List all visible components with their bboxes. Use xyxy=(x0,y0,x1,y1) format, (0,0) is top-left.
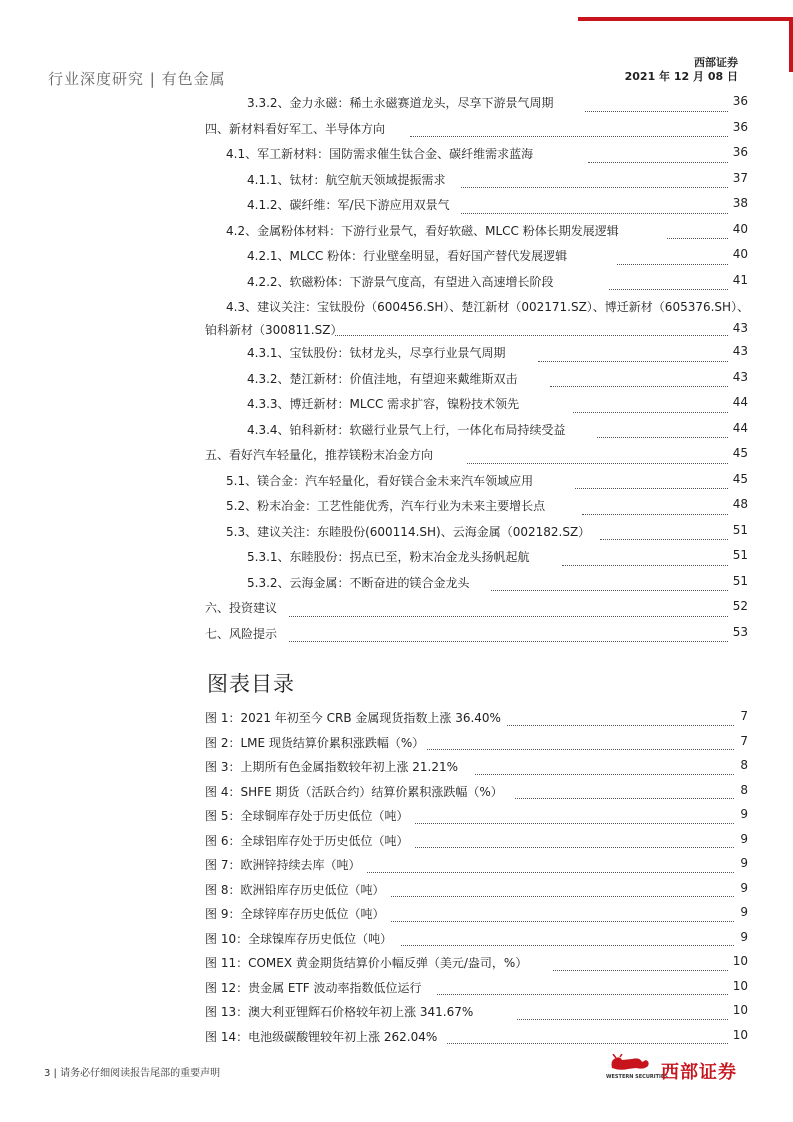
toc-page-number: 45 xyxy=(732,446,748,460)
toc-page-number: 36 xyxy=(732,119,748,134)
figure-entry[interactable] xyxy=(205,853,748,878)
toc-entry[interactable] xyxy=(205,520,748,546)
toc-page-number: 38 xyxy=(732,196,748,210)
toc-entry-label: 4.1.1、钛材：航空航天领域提振需求 xyxy=(247,172,446,187)
figure-entry-label: 图 7：欧洲锌持续去库（吨） xyxy=(205,858,361,872)
figure-leader xyxy=(437,994,728,995)
figure-leader xyxy=(507,725,734,726)
figure-entry[interactable] xyxy=(205,976,748,1001)
toc-leader xyxy=(575,488,728,489)
figure-entry-label: 图 12：贵金属 ETF 波动率指数低位运行 xyxy=(205,980,422,995)
figure-page-number: 10 xyxy=(732,954,748,968)
figure-page-number: 9 xyxy=(740,856,748,870)
footer-disclaimer: 3 | 请务必仔细阅读报告尾部的重要声明 xyxy=(44,1068,221,1079)
figure-leader xyxy=(415,823,734,824)
header-accent-corner xyxy=(789,17,793,72)
toc-entry[interactable] xyxy=(205,443,748,469)
toc-page-number: 44 xyxy=(732,395,748,409)
figure-leader xyxy=(401,945,734,946)
toc-entry[interactable] xyxy=(205,392,748,418)
toc-leader xyxy=(550,386,728,387)
toc-entry-label: 4.2、金属粉体材料：下游行业景气，看好软磁、MLCC 粉体长期发展逻辑 xyxy=(226,223,619,238)
figure-entry-label: 图 9：全球锌库存历史低位（吨） xyxy=(205,907,385,921)
toc-page-number: 51 xyxy=(732,522,748,537)
toc-entry[interactable] xyxy=(205,494,748,520)
figure-entry[interactable] xyxy=(205,878,748,903)
toc-leader xyxy=(461,213,728,214)
header-accent-bar xyxy=(578,17,793,21)
toc-page-number: 53 xyxy=(732,624,748,639)
figure-entry-label: 图 1：2021 年初至今 CRB 金属现货指数上涨 36.40% xyxy=(205,711,501,725)
report-category: 行业深度研究 | 有色金属 xyxy=(48,70,226,88)
figure-entry-label: 图 10：全球镍库存历史低位（吨） xyxy=(205,931,393,946)
figure-leader xyxy=(367,872,734,873)
figure-page-number: 7 xyxy=(740,709,748,723)
toc-leader xyxy=(410,136,728,137)
toc-entry[interactable] xyxy=(205,219,748,245)
figure-page-number: 9 xyxy=(740,807,748,821)
figure-page-number: 10 xyxy=(732,978,748,993)
toc-entry[interactable] xyxy=(205,596,748,622)
company-logo xyxy=(606,1054,746,1086)
toc-entry[interactable] xyxy=(205,545,748,571)
figure-page-number: 10 xyxy=(732,1003,748,1017)
toc-entry-label: 四、新材料看好军工、半导体方向 xyxy=(205,121,386,136)
figure-entry-label: 图 5：全球铜库存处于历史低位（吨） xyxy=(205,809,409,823)
table-of-contents xyxy=(205,91,748,647)
toc-page-number: 45 xyxy=(732,471,748,486)
figure-entry[interactable] xyxy=(205,731,748,756)
toc-entry-label: 4.1.2、碳纤维：军/民下游应用双景气 xyxy=(247,198,450,212)
toc-leader xyxy=(617,264,728,265)
toc-page-number: 36 xyxy=(732,94,748,108)
toc-entry[interactable] xyxy=(205,341,748,367)
toc-entry[interactable] xyxy=(205,295,748,341)
toc-entry-label: 5.3、建议关注：东睦股份(600114.SH)、云海金属（002182.SZ） xyxy=(226,524,591,539)
toc-entry-label: 4.3、建议关注：宝钛股份（600456.SH）、楚江新材（002171.SZ）、博迁新材（605376.SH）、 xyxy=(226,300,750,314)
toc-entry[interactable] xyxy=(205,117,748,143)
toc-entry-label: 5.3.2、云海金属：不断奋进的镁合金龙头 xyxy=(247,575,470,590)
toc-leader xyxy=(335,335,728,336)
header-brand: 西部证券 xyxy=(694,56,738,69)
toc-page-number: 43 xyxy=(732,344,748,358)
figure-entry[interactable] xyxy=(205,1000,748,1025)
toc-leader xyxy=(600,539,728,540)
figure-leader xyxy=(415,847,734,848)
figure-page-number: 9 xyxy=(740,905,748,919)
figure-leader xyxy=(391,921,734,922)
toc-page-number: 44 xyxy=(732,420,748,435)
figure-leader xyxy=(475,774,734,775)
toc-entry-label: 4.3.3、博迁新材：MLCC 需求扩容，镍粉技术领先 xyxy=(247,397,520,411)
figure-entry[interactable] xyxy=(205,755,748,780)
figure-leader xyxy=(553,970,728,971)
figure-page-number: 8 xyxy=(740,782,748,797)
toc-entry-label: 六、投资建议 xyxy=(205,601,278,615)
toc-leader xyxy=(562,565,728,566)
toc-leader xyxy=(585,111,728,112)
figure-entry-label: 图 8：欧洲铅库存历史低位（吨） xyxy=(205,882,385,897)
toc-entry[interactable] xyxy=(205,142,748,168)
toc-page-number: 43 xyxy=(732,369,748,384)
figure-entry[interactable] xyxy=(205,927,748,952)
toc-entry-label: 五、看好汽车轻量化，推荐镁粉末冶金方向 xyxy=(205,448,434,462)
toc-page-number: 51 xyxy=(732,573,748,588)
figure-entry[interactable] xyxy=(205,804,748,829)
toc-leader xyxy=(467,463,728,464)
figure-page-number: 9 xyxy=(740,880,748,895)
figure-entry-label: 图 14：电池级碳酸锂较年初上涨 262.04% xyxy=(205,1029,438,1044)
toc-leader xyxy=(538,361,728,362)
toc-page-number: 40 xyxy=(732,221,748,236)
toc-entry[interactable] xyxy=(205,244,748,270)
figure-leader xyxy=(391,896,734,897)
toc-leader xyxy=(667,238,728,239)
toc-leader xyxy=(573,412,728,413)
bull-icon xyxy=(606,1054,656,1074)
figure-entry[interactable] xyxy=(205,706,748,731)
figure-entry-label: 图 4：SHFE 期货（活跃合约）结算价累积涨跌幅（%） xyxy=(205,784,503,799)
toc-leader xyxy=(289,616,728,617)
toc-leader xyxy=(491,590,728,591)
toc-entry[interactable] xyxy=(205,91,748,117)
figure-entry[interactable] xyxy=(205,902,748,927)
figure-leader xyxy=(447,1043,728,1044)
toc-entry-label: 4.2.2、软磁粉体：下游景气度高，有望进入高速增长阶段 xyxy=(247,274,554,289)
toc-page-number: 37 xyxy=(732,170,748,185)
toc-page-number: 36 xyxy=(732,145,748,159)
toc-entry[interactable] xyxy=(205,571,748,597)
toc-entry-label: 5.3.1、东睦股份：拐点已至，粉末冶金龙头扬帆起航 xyxy=(247,550,530,564)
toc-entry[interactable] xyxy=(205,469,748,495)
toc-page-number: 52 xyxy=(732,599,748,613)
logo-english: WESTERN SECURITIES xyxy=(606,1074,668,1080)
figure-entry-label: 图 2：LME 现货结算价累积涨跌幅（%） xyxy=(205,735,425,750)
toc-entry-label-continued: 铂科新材（300811.SZ） xyxy=(205,323,343,337)
toc-entry-label: 七、风险提示 xyxy=(205,626,278,641)
figure-entry-label: 图 6：全球铝库存处于历史低位（吨） xyxy=(205,833,409,848)
toc-entry[interactable] xyxy=(205,270,748,296)
toc-page-number: 43 xyxy=(732,321,748,335)
toc-page-number: 48 xyxy=(732,497,748,511)
figure-entry-label: 图 3：上期所有色金属指数较年初上涨 21.21% xyxy=(205,760,459,774)
toc-entry[interactable] xyxy=(205,418,748,444)
figure-leader xyxy=(517,1019,728,1020)
toc-entry[interactable] xyxy=(205,168,748,194)
report-date: 2021 年 12 月 08 日 xyxy=(624,70,738,83)
toc-page-number: 40 xyxy=(732,247,748,261)
figure-leader xyxy=(515,798,734,799)
figure-page-number: 7 xyxy=(740,733,748,748)
figure-entry[interactable] xyxy=(205,829,748,854)
toc-leader xyxy=(597,437,728,438)
figure-entry[interactable] xyxy=(205,780,748,805)
toc-entry-label: 4.2.1、MLCC 粉体：行业壁垒明显，看好国产替代发展逻辑 xyxy=(247,249,568,263)
toc-entry-label: 5.1、镁合金：汽车轻量化，看好镁合金未来汽车领域应用 xyxy=(226,473,534,488)
toc-leader xyxy=(461,187,728,188)
logo-chinese: 西部证券 xyxy=(661,1062,737,1083)
toc-entry-label: 5.2、粉末冶金：工艺性能优秀，汽车行业为未来主要增长点 xyxy=(226,499,546,513)
figure-list-title: 图表目录 xyxy=(207,672,295,696)
figure-list xyxy=(205,706,748,1049)
figure-entry[interactable] xyxy=(205,1025,748,1050)
toc-entry-label: 4.3.4、铂科新材：软磁行业景气上行，一体化布局持续受益 xyxy=(247,422,566,437)
toc-entry-label: 4.3.1、宝钛股份：钛材龙头，尽享行业景气周期 xyxy=(247,346,506,360)
toc-leader xyxy=(609,289,728,290)
figure-page-number: 10 xyxy=(732,1027,748,1042)
toc-entry-label: 3.3.2、金力永磁：稀土永磁赛道龙头，尽享下游景气周期 xyxy=(247,96,554,110)
toc-entry-label: 4.1、军工新材料：国防需求催生钛合金、碳纤维需求蓝海 xyxy=(226,147,534,161)
toc-leader xyxy=(582,514,728,515)
toc-page-number: 51 xyxy=(732,548,748,562)
toc-entry[interactable] xyxy=(205,367,748,393)
toc-page-number: 41 xyxy=(732,272,748,287)
toc-entry[interactable] xyxy=(205,193,748,219)
figure-entry[interactable] xyxy=(205,951,748,976)
figure-page-number: 8 xyxy=(740,758,748,772)
figure-entry-label: 图 13：澳大利亚锂辉石价格较年初上涨 341.67% xyxy=(205,1005,474,1019)
figure-leader xyxy=(427,749,734,750)
figure-entry-label: 图 11：COMEX 黄金期货结算价小幅反弹（美元/盎司，%） xyxy=(205,956,528,970)
figure-page-number: 9 xyxy=(740,831,748,846)
toc-entry[interactable] xyxy=(205,622,748,648)
toc-leader xyxy=(588,162,728,163)
toc-entry-label: 4.3.2、楚江新材：价值洼地，有望迎来戴维斯双击 xyxy=(247,371,518,386)
figure-page-number: 9 xyxy=(740,929,748,944)
toc-leader xyxy=(289,641,728,642)
